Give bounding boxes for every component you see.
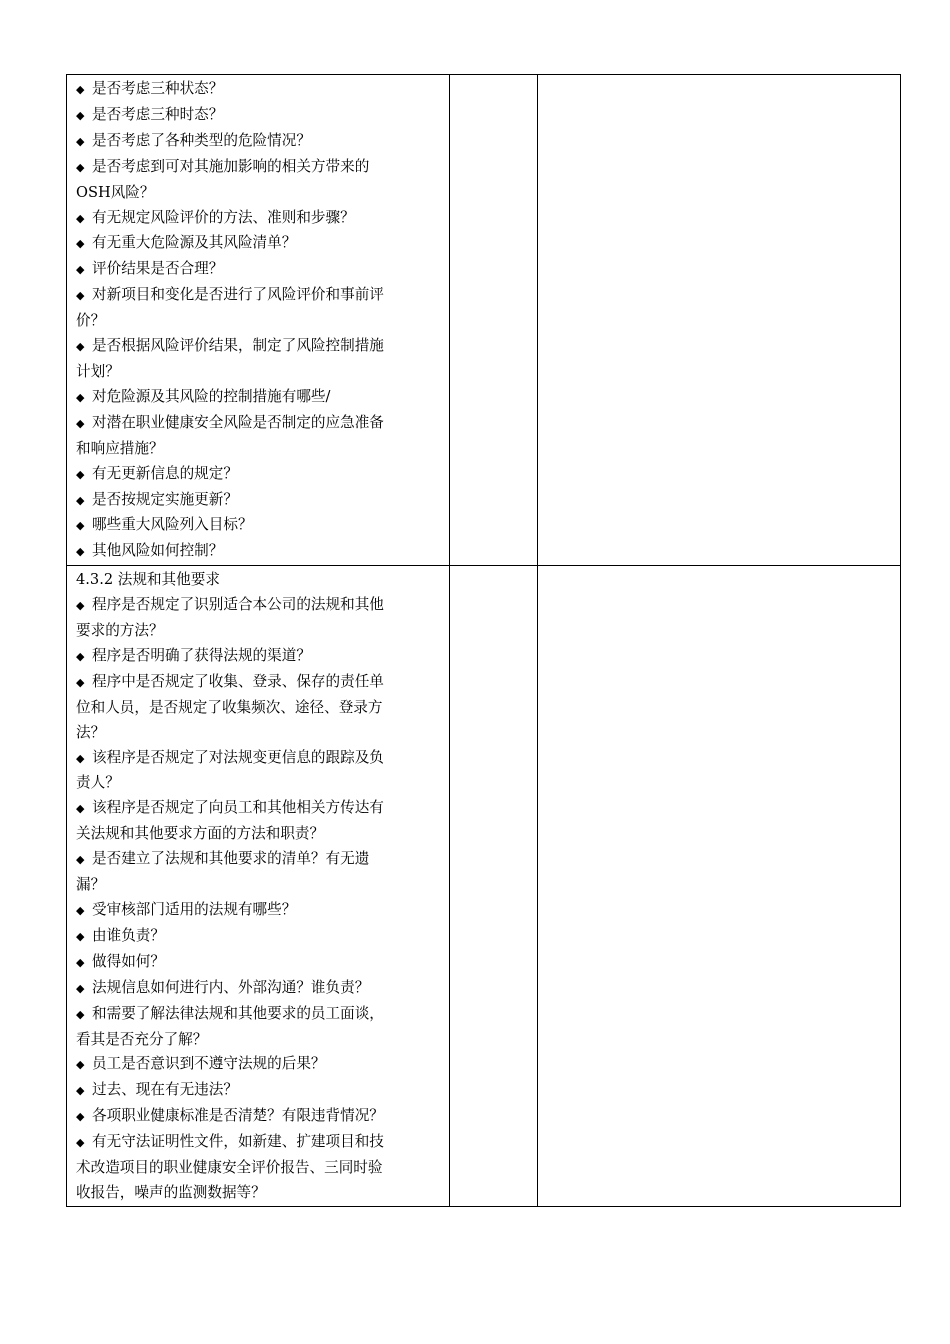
checklist-line [76, 257, 441, 283]
checklist-item [76, 950, 441, 976]
checklist-text: 价？ [76, 312, 106, 330]
checklist-line [76, 385, 441, 411]
checklist-text: 有无更新信息的规定？ [92, 464, 238, 482]
checklist-line [76, 721, 441, 746]
diamond-bullet-icon: ◆ [76, 289, 85, 303]
diamond-bullet-icon: ◆ [76, 599, 85, 613]
section-title: 4.3.2 法规和其他要求 [76, 571, 220, 589]
checklist-item [76, 103, 441, 129]
checklist-text: 是否考虑了各种类型的危险情况？ [92, 131, 311, 149]
checklist-item [76, 462, 441, 488]
checklist-text: 受审核部门适用的法规有哪些？ [92, 901, 297, 918]
diamond-bullet-icon: ◆ [76, 108, 85, 122]
diamond-bullet-icon: ◆ [76, 853, 85, 867]
checklist-line [76, 77, 441, 103]
checklist-line [76, 103, 441, 129]
checklist-item [76, 1104, 441, 1130]
diamond-bullet-icon: ◆ [76, 211, 85, 225]
checklist-text: 由谁负责？ [92, 926, 165, 944]
notes-cell [538, 75, 901, 566]
checklist-item [76, 385, 441, 411]
checklist-text: 是否按规定实施更新？ [92, 490, 238, 508]
diamond-bullet-icon: ◆ [76, 390, 85, 404]
checklist-line [76, 771, 441, 796]
diamond-bullet-icon: ◆ [76, 519, 85, 533]
checklist-text: 该程序是否规定了向员工和其他相关方传达有 [92, 799, 384, 817]
table-row [67, 566, 901, 1207]
diamond-bullet-icon: ◆ [76, 467, 85, 481]
checklist-item [76, 77, 441, 103]
checklist-line [76, 155, 441, 181]
checklist-line [76, 1156, 441, 1181]
checklist-text: 法规信息如何进行内、外部沟通？谁负责？ [92, 978, 370, 996]
diamond-bullet-icon: ◆ [76, 134, 85, 148]
checklist-text: 要求的方法？ [76, 622, 164, 640]
checklist-item [76, 1002, 441, 1053]
checklist-item [76, 206, 441, 232]
checklist-line [76, 1002, 441, 1028]
checklist-text: 过去、现在有无违法？ [92, 1081, 238, 1099]
checklist-line [76, 462, 441, 488]
checklist-line [76, 950, 441, 976]
checklist-text: 是否建立了法规和其他要求的清单？有无遗 [92, 850, 370, 868]
checklist-item [76, 924, 441, 950]
checklist-item [76, 593, 441, 644]
checklist-text: 收报告，噪声的监测数据等？ [76, 1183, 266, 1201]
checklist-text: 是否考虑到可对其施加影响的相关方带来的 [92, 157, 370, 175]
checklist-text: 法？ [76, 723, 106, 741]
notes-cell [538, 566, 901, 1207]
checklist-item [76, 976, 441, 1002]
checklist-line [76, 619, 441, 644]
checklist-line [76, 644, 441, 670]
diamond-bullet-icon: ◆ [76, 904, 85, 917]
checklist-line [76, 796, 441, 822]
checklist-text: 和响应措施？ [76, 439, 164, 457]
diamond-bullet-icon: ◆ [76, 493, 85, 507]
diamond-bullet-icon: ◆ [76, 1084, 85, 1098]
checklist-line [76, 1078, 441, 1104]
checklist-item [76, 847, 441, 898]
checklist-line [76, 873, 441, 898]
checklist-line [76, 129, 441, 155]
checklist-item [76, 1130, 441, 1206]
checklist-text: 程序是否规定了识别适合本公司的法规和其他 [92, 596, 384, 614]
checklist-text: 程序中是否规定了收集、登录、保存的责任单 [92, 672, 384, 690]
checklist-item [76, 1078, 441, 1104]
diamond-bullet-icon: ◆ [76, 675, 85, 689]
diamond-bullet-icon: ◆ [76, 929, 85, 943]
diamond-bullet-icon: ◆ [76, 160, 85, 174]
checklist-item [76, 257, 441, 283]
diamond-bullet-icon: ◆ [76, 340, 85, 354]
checklist-line [76, 1052, 441, 1078]
checklist-text: 对危险源及其风险的控制措施有哪些/ [92, 387, 331, 405]
checklist-line [76, 670, 441, 696]
checklist-text: 对新项目和变化是否进行了风险评价和事前评 [92, 286, 384, 304]
checklist-item [76, 129, 441, 155]
checklist-text: 计划？ [76, 362, 120, 380]
checklist-line [76, 1130, 441, 1156]
diamond-bullet-icon: ◆ [76, 263, 85, 277]
checklist-items [76, 77, 441, 565]
diamond-bullet-icon: ◆ [76, 649, 85, 663]
checklist-cell [67, 566, 450, 1207]
table-row [67, 75, 901, 566]
diamond-bullet-icon: ◆ [76, 545, 85, 559]
diamond-bullet-icon: ◆ [76, 1058, 85, 1072]
diamond-bullet-icon: ◆ [76, 1110, 85, 1124]
checklist-line [76, 309, 441, 334]
record-cell [450, 75, 538, 566]
checklist-text: 有无规定风险评价的方法、准则和步骤？ [92, 208, 355, 226]
checklist-line [76, 1104, 441, 1130]
diamond-bullet-icon: ◆ [76, 416, 85, 430]
checklist-text: 哪些重大风险列入目标？ [92, 516, 253, 534]
checklist-item [76, 488, 441, 514]
audit-checklist-table [66, 74, 901, 1207]
checklist-item [76, 155, 441, 206]
checklist-text: 评价结果是否合理？ [92, 260, 224, 278]
checklist-text: 做得如何？ [92, 952, 165, 970]
checklist-text: 对潜在职业健康安全风险是否制定的应急准备 [92, 413, 384, 431]
checklist-line [76, 696, 441, 721]
checklist-text: 责人？ [76, 774, 120, 792]
checklist-line [76, 1028, 441, 1053]
checklist-text: 是否根据风险评价结果，制定了风险控制措施 [92, 337, 384, 355]
checklist-line [76, 847, 441, 873]
checklist-line [76, 539, 441, 565]
checklist-text: 关法规和其他要求方面的方法和职责？ [76, 825, 325, 843]
checklist-line [76, 1181, 441, 1206]
checklist-item [76, 539, 441, 565]
checklist-cell [67, 75, 450, 566]
checklist-line [76, 924, 441, 950]
diamond-bullet-icon: ◆ [76, 751, 85, 765]
checklist-item [76, 796, 441, 847]
checklist-line [76, 411, 441, 437]
checklist-line [76, 593, 441, 619]
checklist-item [76, 334, 441, 385]
checklist-line [76, 976, 441, 1002]
checklist-line [76, 181, 441, 206]
checklist-text: 是否考虑三种状态？ [92, 80, 224, 97]
diamond-bullet-icon: ◆ [76, 981, 85, 995]
checklist-text: 程序是否明确了获得法规的渠道？ [92, 646, 311, 664]
record-cell [450, 566, 538, 1207]
checklist-line [76, 231, 441, 257]
checklist-line [76, 206, 441, 232]
checklist-line [76, 360, 441, 385]
checklist-item [76, 513, 441, 539]
checklist-line [76, 822, 441, 847]
checklist-item [76, 283, 441, 334]
checklist-item [76, 1052, 441, 1078]
checklist-line [76, 334, 441, 360]
checklist-item [76, 670, 441, 746]
checklist-text: 位和人员，是否规定了收集频次、途径、登录方 [76, 698, 383, 716]
checklist-item [76, 746, 441, 797]
checklist-text: OSH风险？ [76, 183, 155, 201]
checklist-text: 员工是否意识到不遵守法规的后果？ [92, 1055, 326, 1073]
checklist-text: 各项职业健康标准是否清楚？有限违背情况？ [92, 1107, 384, 1125]
checklist-item [76, 898, 441, 924]
diamond-bullet-icon: ◆ [76, 83, 85, 96]
diamond-bullet-icon: ◆ [76, 1136, 85, 1150]
checklist-item [76, 644, 441, 670]
checklist-text: 看其是否充分了解？ [76, 1030, 208, 1048]
checklist-line [76, 898, 441, 924]
checklist-text: 有无守法证明性文件，如新建、扩建项目和技 [92, 1133, 384, 1151]
checklist-item [76, 231, 441, 257]
checklist-line [76, 283, 441, 309]
checklist-line [76, 513, 441, 539]
checklist-text: 该程序是否规定了对法规变更信息的跟踪及负 [92, 748, 384, 766]
checklist-line [76, 488, 441, 514]
checklist-items [76, 593, 441, 1206]
diamond-bullet-icon: ◆ [76, 955, 85, 969]
diamond-bullet-icon: ◆ [76, 237, 85, 251]
checklist-line [76, 746, 441, 772]
checklist-text: 是否考虑三种时态？ [92, 105, 224, 123]
checklist-text: 漏？ [76, 876, 106, 894]
checklist-text: 和需要了解法律法规和其他要求的员工面谈， [92, 1004, 384, 1022]
checklist-text: 术改造项目的职业健康安全评价报告、三同时验 [76, 1159, 383, 1177]
diamond-bullet-icon: ◆ [76, 802, 85, 816]
checklist-text: 其他风险如何控制？ [92, 542, 224, 560]
checklist-text: 有无重大危险源及其风险清单？ [92, 234, 297, 252]
checklist-line [76, 437, 441, 462]
checklist-item [76, 411, 441, 462]
diamond-bullet-icon: ◆ [76, 1007, 85, 1021]
